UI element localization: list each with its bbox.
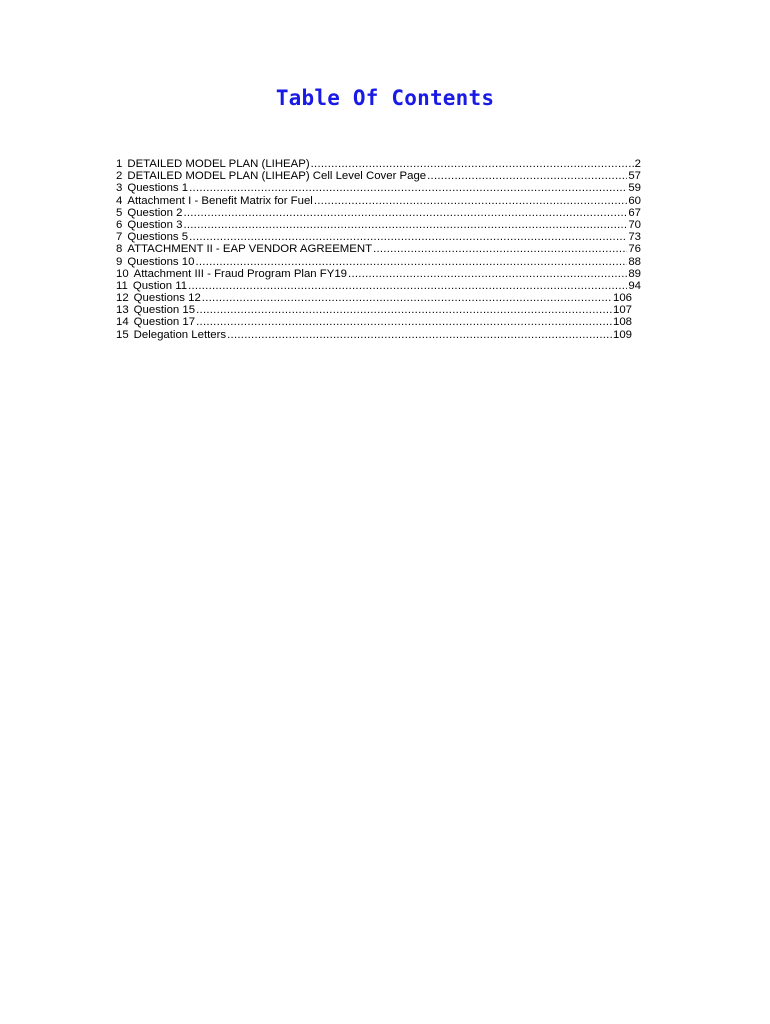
toc-entry-page: 60 bbox=[628, 194, 641, 207]
toc-list bbox=[116, 158, 656, 341]
toc-entry-page: 2 bbox=[634, 158, 641, 170]
toc-entry-number: 15 bbox=[116, 328, 129, 341]
toc-entry-number: 3 bbox=[116, 182, 123, 195]
toc-dot-leader bbox=[195, 256, 627, 268]
toc-entry-number: 2 bbox=[116, 170, 123, 183]
toc-entry-page: 107 bbox=[612, 304, 632, 317]
toc-entry-label: Delegation Letters bbox=[133, 328, 227, 341]
toc-dot-leader bbox=[202, 292, 612, 304]
toc-dot-leader bbox=[196, 316, 612, 328]
toc-entry[interactable] bbox=[116, 292, 632, 304]
toc-entry-page: 59 bbox=[628, 182, 641, 195]
toc-entry-number: 8 bbox=[116, 243, 123, 256]
toc-entry[interactable] bbox=[116, 304, 632, 316]
toc-entry-label: Questions 10 bbox=[127, 255, 195, 268]
toc-entry-label: Questions 5 bbox=[127, 231, 189, 244]
toc-entry-label: DETAILED MODEL PLAN (LIHEAP) Cell Level Cover Page bbox=[127, 170, 427, 183]
toc-entry-page: 108 bbox=[612, 316, 632, 329]
toc-entry-number: 6 bbox=[116, 218, 123, 231]
toc-dot-leader bbox=[348, 268, 627, 280]
toc-entry[interactable] bbox=[116, 170, 641, 182]
toc-entry-page: 89 bbox=[628, 267, 641, 280]
toc-dot-leader bbox=[183, 219, 627, 231]
toc-entry[interactable] bbox=[116, 219, 641, 231]
toc-title: Table Of Contents bbox=[275, 86, 495, 110]
toc-entry-page: 73 bbox=[628, 231, 641, 244]
toc-dot-leader bbox=[183, 207, 627, 219]
toc-dot-leader bbox=[196, 304, 612, 316]
toc-dot-leader bbox=[189, 182, 627, 194]
toc-entry-number: 11 bbox=[116, 279, 128, 292]
toc-entry-number: 4 bbox=[116, 194, 123, 207]
toc-entry-page: 70 bbox=[628, 218, 641, 231]
toc-entry[interactable] bbox=[116, 207, 641, 219]
toc-dot-leader bbox=[227, 329, 612, 341]
toc-entry-label: Question 2 bbox=[127, 206, 183, 219]
toc-entry-page: 88 bbox=[628, 255, 641, 268]
toc-entry-number: 12 bbox=[116, 292, 129, 305]
toc-entry-label: Questions 1 bbox=[127, 182, 189, 195]
toc-entry-page: 106 bbox=[612, 292, 632, 305]
toc-entry-label: Attachment III - Fraud Program Plan FY19 bbox=[133, 267, 348, 280]
toc-entry[interactable] bbox=[116, 280, 641, 292]
toc-entry-number: 13 bbox=[116, 304, 129, 317]
toc-entry-page: 109 bbox=[612, 328, 632, 341]
toc-dot-leader bbox=[188, 280, 627, 292]
toc-entry-label: Question 3 bbox=[127, 218, 183, 231]
toc-entry-page: 67 bbox=[628, 206, 641, 219]
toc-dot-leader bbox=[314, 195, 628, 207]
toc-dot-leader bbox=[311, 158, 634, 170]
toc-entry[interactable] bbox=[116, 256, 641, 268]
toc-entry-page: 94 bbox=[628, 279, 641, 292]
toc-entry[interactable] bbox=[116, 316, 632, 328]
toc-entry[interactable] bbox=[116, 195, 641, 207]
toc-entry-number: 10 bbox=[116, 267, 129, 280]
toc-entry-label: Question 17 bbox=[133, 316, 196, 329]
toc-dot-leader bbox=[189, 231, 627, 243]
toc-entry[interactable] bbox=[116, 182, 641, 194]
toc-entry-label: DETAILED MODEL PLAN (LIHEAP) bbox=[127, 158, 310, 170]
toc-entry-label: Questions 12 bbox=[133, 292, 201, 305]
toc-dot-leader bbox=[373, 243, 627, 255]
toc-entry-page: 57 bbox=[628, 170, 641, 183]
toc-entry-number: 9 bbox=[116, 255, 123, 268]
toc-entry-number: 1 bbox=[116, 158, 123, 170]
toc-entry-label: Qustion 11 bbox=[132, 279, 188, 292]
toc-entry-number: 5 bbox=[116, 206, 123, 219]
toc-entry-label: ATTACHMENT II - EAP VENDOR AGREEMENT bbox=[127, 243, 373, 256]
toc-entry[interactable] bbox=[116, 243, 641, 255]
toc-entry-label: Question 15 bbox=[133, 304, 196, 317]
toc-entry[interactable] bbox=[116, 329, 632, 341]
toc-entry-number: 14 bbox=[116, 316, 129, 329]
toc-entry-number: 7 bbox=[116, 231, 123, 244]
toc-entry[interactable] bbox=[116, 158, 641, 170]
toc-dot-leader bbox=[427, 170, 627, 182]
toc-entry-page: 76 bbox=[628, 243, 641, 256]
toc-entry[interactable] bbox=[116, 268, 641, 280]
toc-entry[interactable] bbox=[116, 231, 641, 243]
toc-entry-label: Attachment I - Benefit Matrix for Fuel bbox=[127, 194, 313, 207]
